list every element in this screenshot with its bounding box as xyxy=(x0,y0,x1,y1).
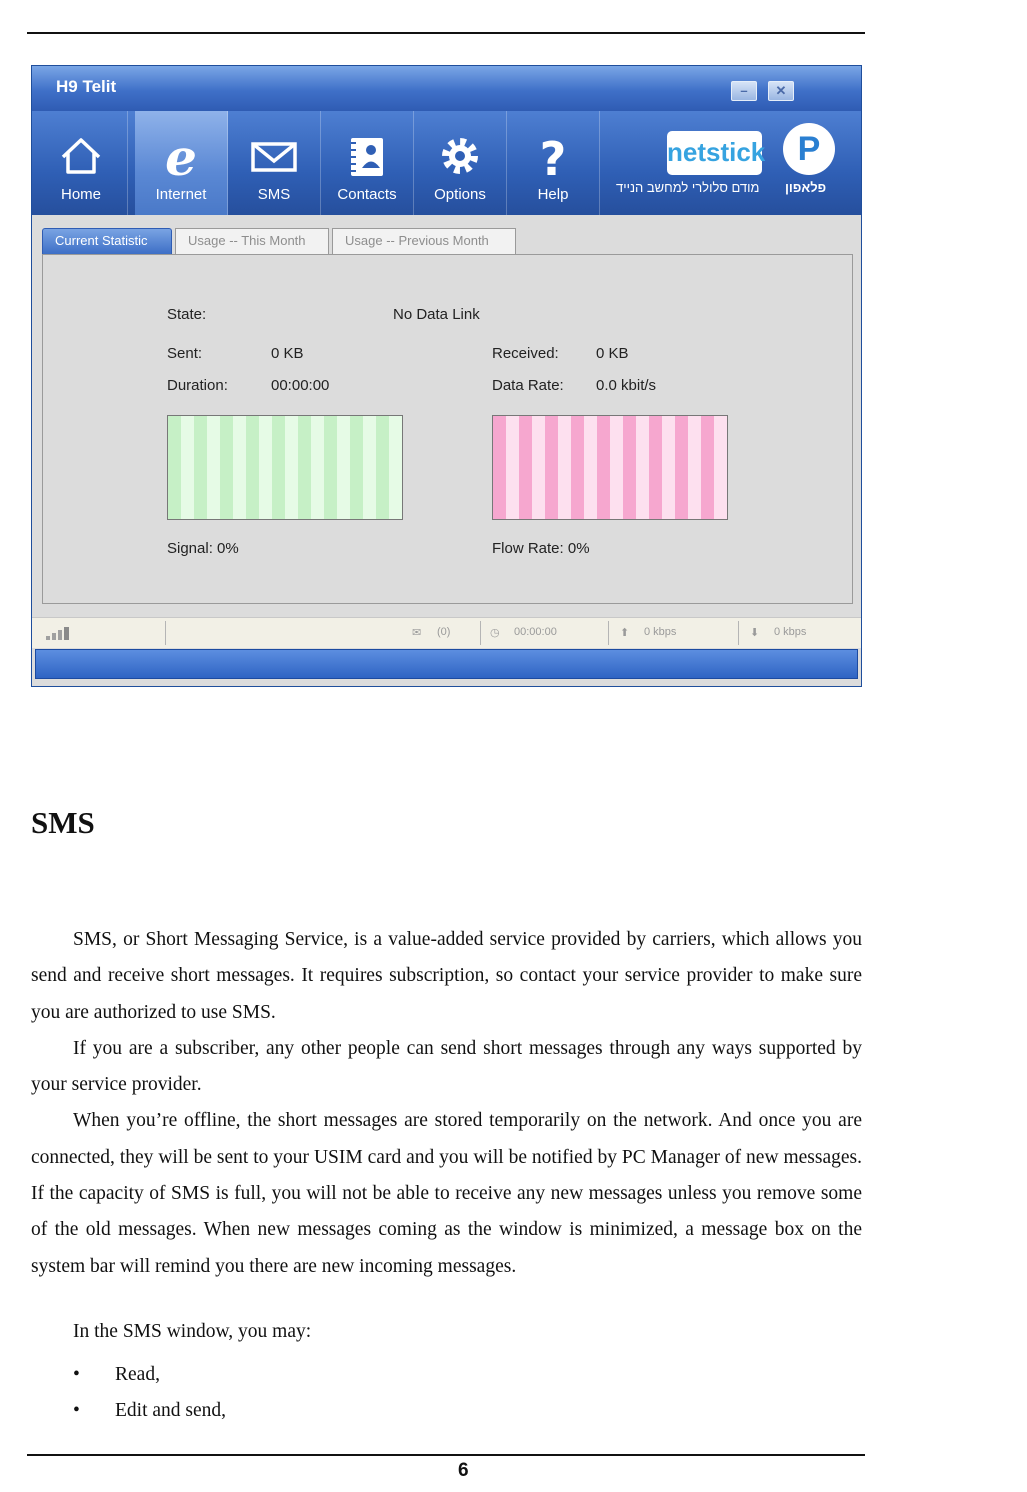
tab-usage-this-month[interactable]: Usage -- This Month xyxy=(175,228,329,254)
section-heading: SMS xyxy=(31,805,95,840)
toolbar-label: SMS xyxy=(257,186,291,203)
toolbar-label: Internet xyxy=(155,186,207,203)
tab-usage-previous-month[interactable]: Usage -- Previous Month xyxy=(332,228,516,254)
envelope-icon xyxy=(228,131,321,181)
mail-icon: ✉ xyxy=(412,627,422,639)
app-window xyxy=(31,65,862,687)
signal-meter xyxy=(167,415,403,520)
brand-tagline: מודם סלולרי למחשב הנייד xyxy=(616,180,760,195)
statistics-panel xyxy=(42,254,853,604)
minimize-button[interactable]: – xyxy=(731,81,757,101)
received-label: Received: xyxy=(492,345,559,362)
flow-rate-meter xyxy=(492,415,728,520)
bottom-rule xyxy=(27,1454,865,1456)
received-value: 0 KB xyxy=(596,345,629,362)
paragraph: SMS, or Short Messaging Service, is a value-added service provided by carriers, which allows you send and receive short messages. It requires subscription, so contact your service provider to make sure you are authorized to use SMS. xyxy=(31,929,862,1023)
list-item xyxy=(73,1393,226,1429)
download-rate: 0 kbps xyxy=(774,626,807,638)
home-icon xyxy=(35,131,128,181)
signal-bars-icon xyxy=(46,626,78,640)
toolbar-label: Home xyxy=(60,186,101,203)
pelephone-label: פלאפון xyxy=(785,180,827,195)
bullet: • xyxy=(73,1400,80,1422)
contacts-book-icon xyxy=(321,131,414,181)
connection-time: 00:00:00 xyxy=(514,626,557,638)
sent-label: Sent: xyxy=(167,345,203,362)
toolbar-label: Help xyxy=(537,186,569,203)
gear-icon xyxy=(414,131,507,181)
duration-label: Duration: xyxy=(167,377,228,394)
main-toolbar xyxy=(32,111,861,215)
title-bar xyxy=(32,66,861,111)
svg-text:e: e xyxy=(165,131,197,181)
data-rate-value: 0.0 kbit/s xyxy=(596,377,657,394)
list-item-text: Read, xyxy=(115,1364,160,1385)
clock-icon: ◷ xyxy=(490,627,500,639)
toolbar-options-button[interactable] xyxy=(414,111,507,215)
top-rule xyxy=(27,32,865,34)
sms-description xyxy=(31,922,862,1285)
sent-value: 0 KB xyxy=(271,345,304,362)
state-value: No Data Link xyxy=(393,306,480,323)
status-bar xyxy=(32,617,861,648)
capability-list xyxy=(73,1357,226,1430)
toolbar-home-button[interactable] xyxy=(35,111,128,215)
toolbar-label: Contacts xyxy=(337,186,397,203)
pelephone-logo: P xyxy=(783,123,835,175)
list-item-text: Edit and send, xyxy=(115,1400,227,1422)
toolbar-internet-button[interactable] xyxy=(135,111,228,215)
internet-explorer-icon xyxy=(135,131,228,181)
upload-rate: 0 kbps xyxy=(644,626,677,638)
bottom-bar xyxy=(35,649,858,679)
toolbar-label: Options xyxy=(434,186,486,203)
close-button[interactable]: ✕ xyxy=(768,81,794,101)
you-may-intro: In the SMS window, you may: xyxy=(73,1321,312,1342)
data-rate-label: Data Rate: xyxy=(492,377,564,394)
question-mark-icon xyxy=(507,131,600,181)
svg-text:?: ? xyxy=(539,132,567,181)
bullet: • xyxy=(73,1364,80,1385)
flow-rate-text: Flow Rate: 0% xyxy=(492,540,590,557)
list-item xyxy=(73,1357,226,1393)
paragraph: When you’re offline, the short messages are stored temporarily on the network. And once you are connected, they will be sent to your USIM card and you will be notified by PC Manager of new messages. If the capacity of SMS is full, you will not be able to receive any new messages unless you remove some of the old messages. When new messages coming as the window is minimized, a message box on the system bar will remind you there are new incoming messages. xyxy=(31,1110,862,1277)
toolbar-sms-button[interactable] xyxy=(228,111,321,215)
toolbar-help-button[interactable] xyxy=(507,111,600,215)
paragraph: If you are a subscriber, any other people can send short messages through any ways supported by your service provider. xyxy=(31,1037,862,1096)
toolbar-contacts-button[interactable] xyxy=(321,111,414,215)
download-arrow-icon: ⬇ xyxy=(750,627,760,639)
state-label: State: xyxy=(167,306,207,323)
signal-text: Signal: 0% xyxy=(167,540,239,557)
message-count: (0) xyxy=(437,626,451,638)
duration-value: 00:00:00 xyxy=(271,377,330,394)
window-title: H9 Telit xyxy=(56,77,117,96)
tab-current-statistic[interactable]: Current Statistic xyxy=(42,228,172,254)
page-number: 6 xyxy=(458,1460,469,1481)
netstick-logo: netstick xyxy=(667,131,762,175)
upload-arrow-icon: ⬆ xyxy=(620,627,630,639)
